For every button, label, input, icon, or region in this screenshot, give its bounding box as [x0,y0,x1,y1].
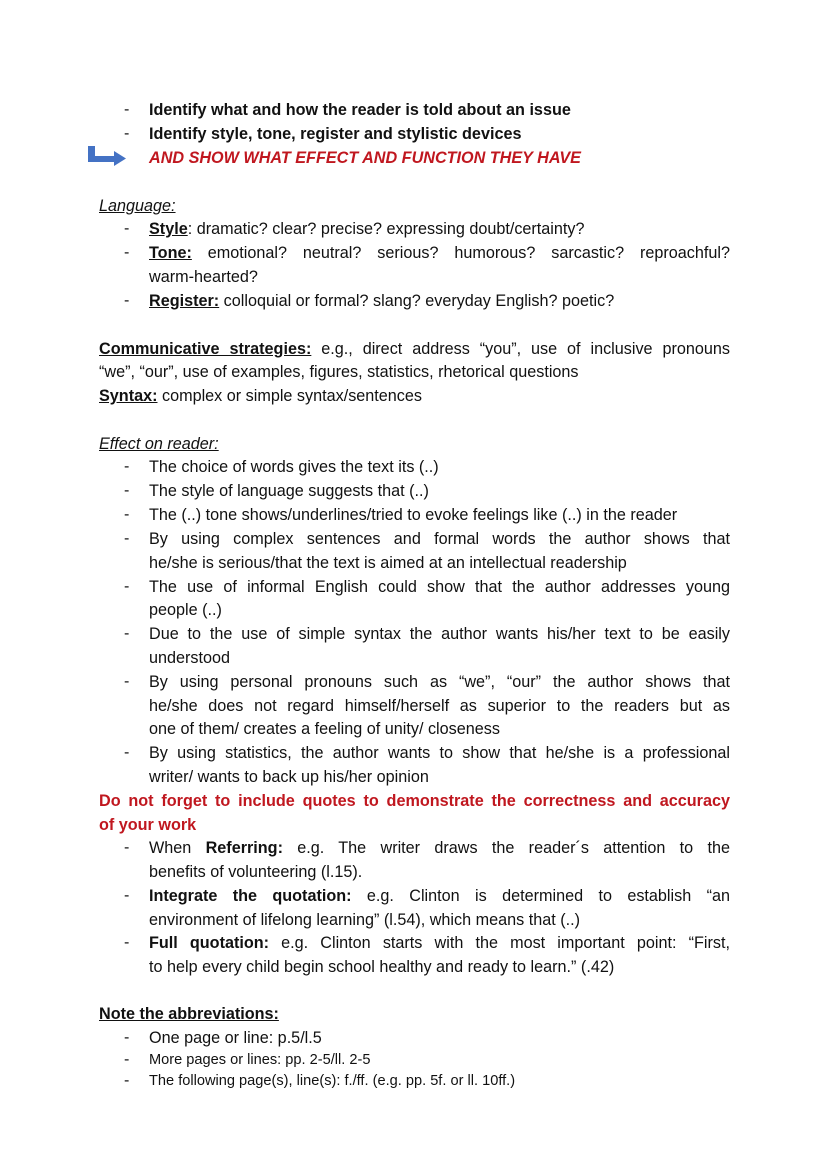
referring-text-cont: benefits of volunteering (l.15). [149,863,363,881]
register-text: colloquial or formal? slang? everyday English? poetic? [219,292,615,310]
bullet-dash: - [124,292,130,309]
bullet-dash: - [124,1051,130,1068]
referring-pre: When [149,839,206,857]
tone-text-cont: warm-hearted? [149,268,258,286]
bullet-dash: - [124,1072,130,1089]
referring-label: Referring: [205,839,283,857]
bullet-dash: - [124,887,130,904]
intro-bullet-2: Identify style, tone, register and stylistic devices [149,125,522,143]
quotes-warning: Do not forget to include quotes to demonstrate the correctness and accuracy [99,792,730,810]
effect-bullet-7: By using personal pronouns such as “we”, “our” the author shows that [149,673,730,691]
strategies-text-cont: “we”, “our”, use of examples, figures, statistics, rhetorical questions [99,363,579,381]
bullet-dash: - [124,125,130,142]
effect-bullet-2: The style of language suggests that (..) [149,482,429,500]
effect-bullet-4: By using complex sentences and formal words the author shows that [149,530,730,548]
syntax-label: Syntax: [99,387,158,405]
tone-label: Tone: [149,244,192,262]
style-text: : dramatic? clear? precise? expressing doubt/certainty? [187,220,585,238]
strategies-text: e.g., direct address “you”, use of inclusive pronouns [311,340,730,358]
bullet-dash: - [124,1029,130,1046]
bullet-dash: - [124,244,130,261]
effect-bullet-7-cont-2: one of them/ creates a feeling of unity/ closeness [149,720,500,738]
tone-text: emotional? neutral? serious? humorous? sarcastic? reproachful? [191,244,730,262]
effect-function-emphasis: AND SHOW WHAT EFFECT AND FUNCTION THEY HAVE [149,149,581,167]
style-line [149,219,585,239]
effect-bullet-5: The use of informal English could show that the author addresses young [149,578,730,596]
abbreviation-2: More pages or lines: pp. 2-5/ll. 2-5 [149,1052,371,1068]
style-label: Style [149,220,188,238]
bullet-dash: - [124,578,130,595]
full-quotation-label: Full quotation: [149,934,270,952]
register-label: Register: [149,292,220,310]
effect-bullet-6-cont: understood [149,649,231,667]
intro-bullet-1: Identify what and how the reader is told about an issue [149,101,571,119]
integrate-label: Integrate the quotation: [149,887,352,905]
bullet-dash: - [124,458,130,475]
bullet-dash: - [124,839,130,856]
bullet-dash: - [124,220,130,237]
bullet-dash: - [124,673,130,690]
effect-heading: Effect on reader: [99,435,219,453]
bullet-dash: - [124,744,130,761]
integrate-text-cont: environment of lifelong learning” (l.54), which means that (..) [149,911,580,929]
strategies-label: Communicative strategies: [99,340,312,358]
effect-bullet-5-cont: people (..) [149,601,222,619]
language-heading: Language: [99,197,176,215]
effect-bullet-8: By using statistics, the author wants to show that he/she is a professional [149,744,730,762]
full-quotation-text: e.g. Clinton starts with the most important point: “First, [269,934,730,952]
effect-bullet-6: Due to the use of simple syntax the author wants his/her text to be easily [149,625,730,643]
bullet-dash: - [124,934,130,951]
strategies-line [99,339,730,359]
bullet-dash: - [124,625,130,642]
abbreviations-heading: Note the abbreviations: [99,1005,279,1023]
effect-bullet-4-cont: he/she is serious/that the text is aimed at an intellectual readership [149,554,627,572]
syntax-text: complex or simple syntax/sentences [157,387,422,405]
register-line [149,291,614,311]
effect-bullet-3: The (..) tone shows/underlines/tried to evoke feelings like (..) in the reader [149,506,678,524]
effect-bullet-1: The choice of words gives the text its (..) [149,458,439,476]
bullet-dash: - [124,482,130,499]
tone-line [149,243,730,263]
syntax-line [99,386,422,406]
bullet-dash: - [124,101,130,118]
integrate-text: e.g. Clinton is determined to establish “an [351,887,730,905]
referring-line [149,838,730,858]
integrate-line [149,886,730,906]
referring-text: e.g. The writer draws the reader´s attention to the [282,839,730,857]
quotes-warning-cont: of your work [99,816,197,834]
abbreviation-3: The following page(s), line(s): f./ff. (e.g. pp. 5f. or ll. 10ff.) [149,1073,516,1089]
full-quotation-text-cont: to help every child begin school healthy and ready to learn.” (.42) [149,958,615,976]
full-quotation-line [149,933,730,953]
abbreviation-1: One page or line: p.5/l.5 [149,1029,322,1047]
effect-bullet-8-cont: writer/ wants to back up his/her opinion [149,768,429,786]
bullet-dash: - [124,530,130,547]
effect-bullet-7-cont: he/she does not regard himself/herself as superior to the readers but as [149,697,730,715]
bent-arrow-icon [86,144,128,166]
bullet-dash: - [124,506,130,523]
